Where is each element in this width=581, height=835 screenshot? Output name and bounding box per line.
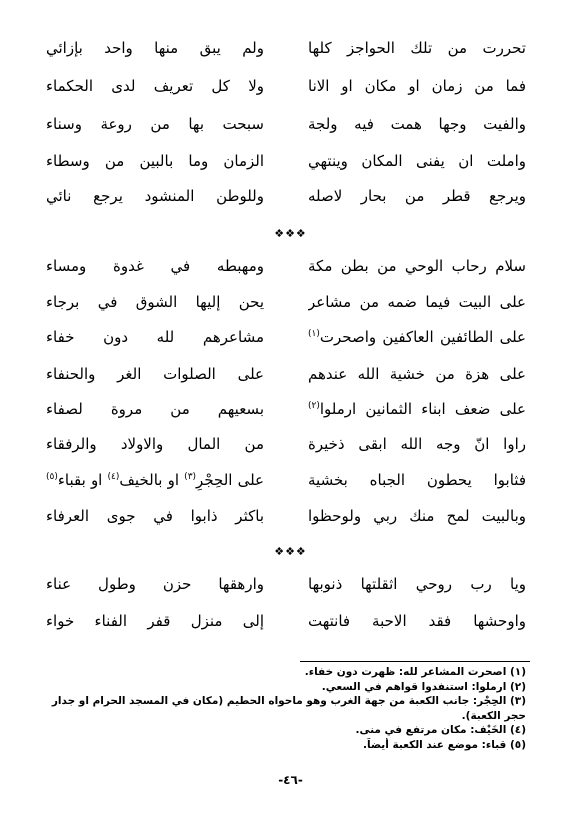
verse-line [46,184,526,208]
verse-text: على الطائفين العاكفين واصحرت [319,328,526,346]
verse-second-hemistich: على الصلوات الغر والحنفاء [46,365,264,383]
footnote-divider [300,661,530,662]
verse-line [46,468,526,492]
verse-second-hemistich [46,469,264,491]
verse-first-hemistich: ويا رب روحي اثقلتها ذنوبها [308,575,526,593]
footnote-ref: (٥) [46,472,58,482]
footnote: (٥) قباء: موضع عند الكعبة أيضاً. [363,738,526,751]
verse-first-hemistich: ويرجع قطر من بحار لاصله [308,187,526,205]
verse-first-hemistich: على البيت فيما ضمه من مشاعر [308,293,526,311]
footnote: (١) اصحرت المشاعر لله: ظهرت دون خفاء. [304,666,526,678]
verse-line [46,504,526,528]
footnote: (٤) الخَيْف: مكان مرتفع في منى. [355,724,526,736]
verse-second-hemistich: باكثر ذابوا في جوى العرفاء [46,507,264,525]
verse-first-hemistich: على هزة من خشية الله عندهم [308,365,526,383]
verse-first-hemistich [308,326,526,348]
verse-text: او بالخيف [119,471,185,489]
footnote-ref: (٤) [107,472,120,482]
verse-line [46,325,526,349]
verse-line [46,290,526,314]
verse-line [46,572,526,596]
verse-first-hemistich: واوحشها فقد الاحبة فانتهت [308,612,526,630]
verse-first-hemistich: فثابوا يحطون الجباه بخشية [308,471,526,489]
footnotes [46,665,526,752]
footnote-ref: (١) [308,329,320,339]
stanza-separator: ❖❖❖ [274,227,307,240]
verse-line [46,149,526,173]
stanza-separator: ❖❖❖ [274,545,307,558]
verse-second-hemistich: وارهقها حزن وطول عناء [46,575,264,593]
page-number: -٤٦- [278,773,303,787]
verse-second-hemistich: سبحت بها من روعة وسناء [46,115,264,133]
verse-line [46,432,526,456]
verse-line [46,36,526,60]
verse-line [46,74,526,98]
footnote-ref: (٢) [308,401,320,411]
footnote-ref: (٣) [184,472,197,482]
footnote: (٢) ارملوا: استنفدوا قواهم في السعي. [321,680,526,693]
verse-text: على ضعف ابناء الثمانين ارملوا [319,400,526,418]
verse-first-hemistich: تحررت من تلك الحواجز كلها [308,39,526,57]
verse-first-hemistich: وبالبيت لمح منك ربي ولوحظوا [308,507,526,525]
verse-second-hemistich: مشاعرهم لله دون خفاء [46,328,264,346]
footnote: (٣) الحِجْر: جانب الكعبة من جهة الغرب وهو ماحواه الحطيم (مكان في المسجد الحرام او جدار حجر الكعبة). [51,695,526,722]
verse-first-hemistich: راوا انّ وجه الله ابقى ذخيرة [308,435,526,453]
verse-first-hemistich: واملت ان يفنى المكان وينتهي [308,152,526,170]
verse-second-hemistich: ولا كل تعريف لدى الحكماء [46,77,264,95]
verse-second-hemistich: ومهبطه في غدوة ومساء [46,257,264,275]
verse-text: على الحِجْرِ [196,471,264,489]
verse-first-hemistich [308,398,526,420]
verse-first-hemistich: فما من زمان او مكان او الانا [308,77,526,95]
verse-second-hemistich: بسعيهم من مروة لصفاء [46,400,264,418]
verse-second-hemistich: وللوطن المنشود يرجع نائي [46,187,264,205]
verse-line [46,397,526,421]
verse-line [46,112,526,136]
verse-line [46,362,526,386]
verse-second-hemistich: من المال والاولاد والرفقاء [46,435,264,453]
verse-first-hemistich: سلام رحاب الوحي من بطن مكة [308,257,526,275]
verse-line [46,609,526,633]
verse-second-hemistich: ولم يبق منها واحد بإزائي [46,39,264,57]
verse-second-hemistich: يحن إليها الشوق في برجاء [46,293,264,311]
verse-second-hemistich: إلى منزل قفر الفناء خواء [46,612,264,630]
verse-first-hemistich: والفيت وجها همت فيه ولجة [308,115,526,133]
verse-line [46,254,526,278]
verse-second-hemistich: الزمان وما بالبين من وسطاء [46,152,264,170]
verse-text: او بقباء [57,471,108,489]
